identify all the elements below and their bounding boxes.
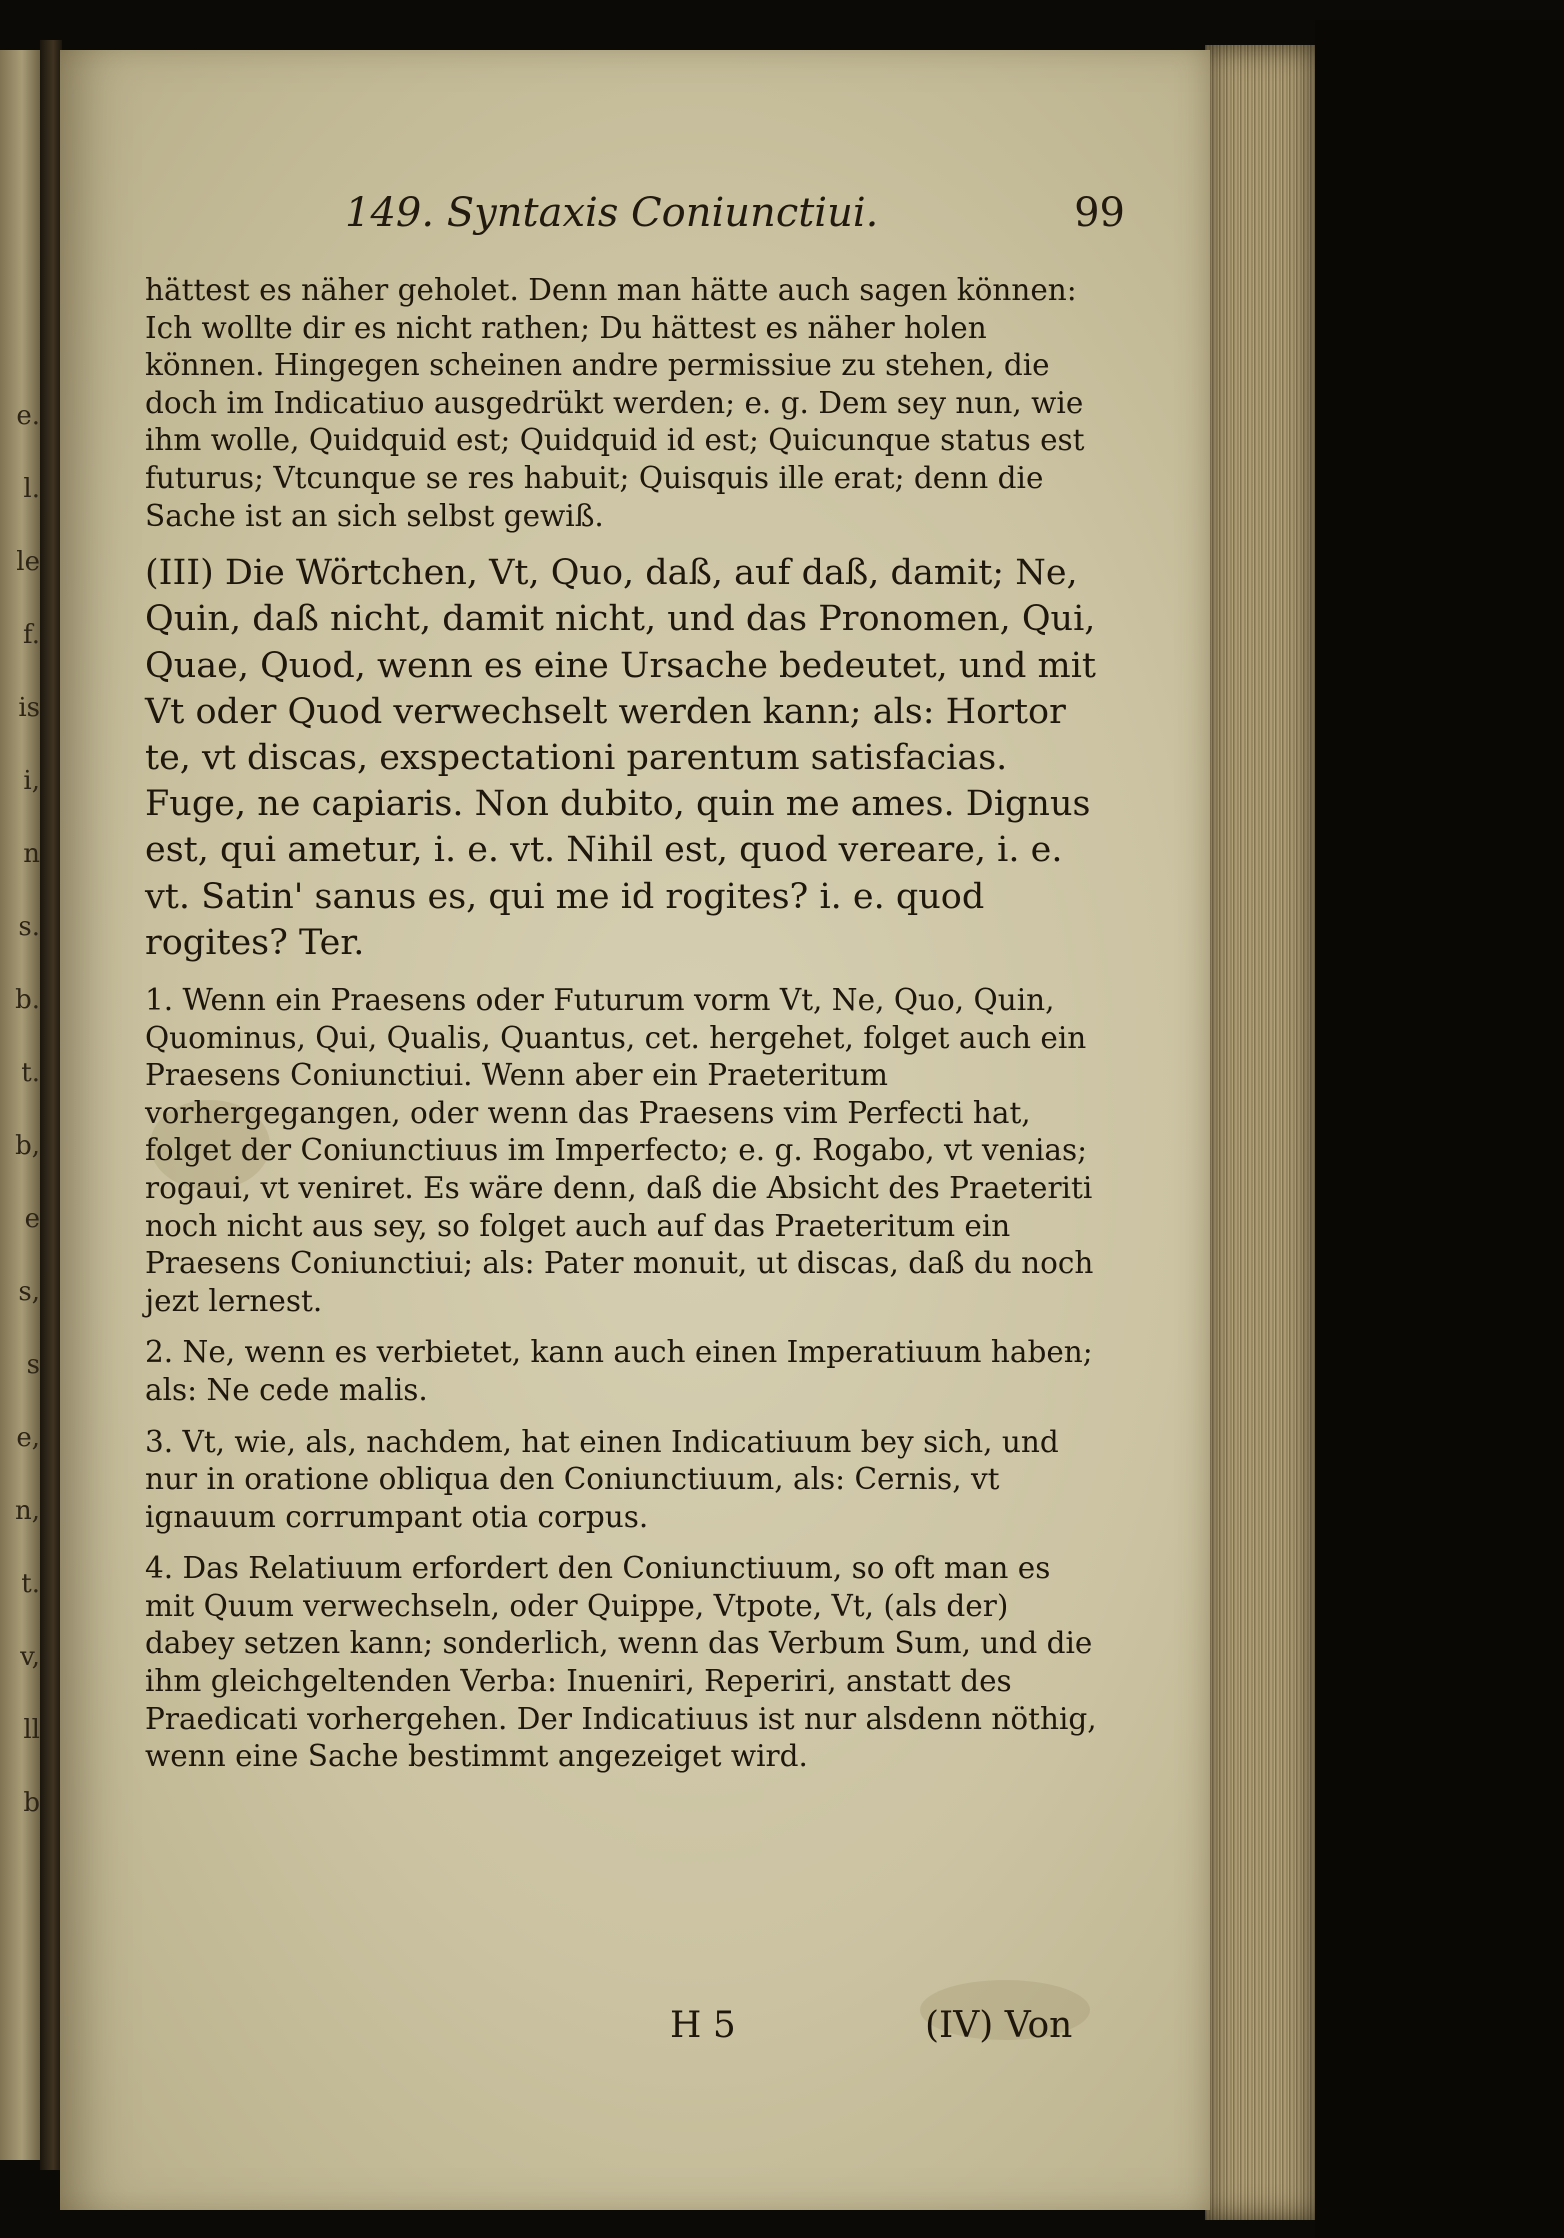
page-edges bbox=[1205, 45, 1315, 2220]
page-body bbox=[145, 272, 1105, 1790]
running-head-title: 149. Syntaxis Coniunctiui. bbox=[345, 190, 879, 236]
paragraph-continuation: hättest es näher geholet. Denn man hätte auch sagen können: Ich wollte dir es nicht rathen; Du hättest es näher holen können. Hingegen scheinen andre permissiue zu stehen, die doch im Indicatiuo ausgedrükt werden; e. g. Dem sey nun, wie ihm wolle, Quidquid est; Quidquid id est; Quicunque status est futurus; Vtcunque se res habuit; Quisquis ille erat; denn die Sache ist an sich selbst gewiß. bbox=[145, 273, 1085, 533]
book-page bbox=[60, 50, 1210, 2210]
note-1: 1. Wenn ein Praesens oder Futurum vorm Vt, Ne, Quo, Quin, Quominus, Qui, Qualis, Quantus, cet. hergehet, folget auch ein Praesens Coniunctiui. Wenn aber ein Praeteritum vorhergegangen, oder wenn das Praesens vim Perfecti hat, folget der Coniunctiuus im Imperfecto; e. g. Rogabo, vt venias; rogaui, vt veniret. Es wäre denn, daß die Absicht des Praeteriti noch nicht aus sey, so folget auch auf das Praeteritum ein Praesens Coniunctiui; als: Pater monuit, ut discas, daß du noch jezt lernest. bbox=[145, 982, 1094, 1318]
rule-III: (III) Die Wörtchen, Vt, Quo, daß, auf daß, damit; Ne, Quin, daß nicht, damit nicht, und das Pronomen, Qui, Quae, Quod, wenn es eine Ursache bedeutet, und mit Vt oder Quod verwechselt werden kann; als: Hortor te, vt discas, exspectationi parentum satisfacias. Fuge, ne capiaris. Non dubito, quin me ames. Dignus est, qui ametur, i. e. vt. Nihil est, quod vereare, i. e. vt. Satin' sanus es, qui me id rogites? i. e. quod rogites? Ter. bbox=[145, 553, 1096, 963]
note-3: 3. Vt, wie, als, nachdem, hat einen Indicatiuum bey sich, und nur in oratione obliqua den Coniunctiuum, als: Cernis, vt ignauum corrumpant otia corpus. bbox=[145, 1424, 1059, 1534]
book-gutter bbox=[40, 40, 62, 2170]
previous-page-margin-text: e. l. le f. is i, n s. b. t. b, e s, s e, n, t. v, ll b bbox=[14, 401, 40, 1818]
note-2: 2. Ne, wenn es verbietet, kann auch einen Imperatiuum haben; als: Ne cede malis. bbox=[145, 1335, 1093, 1407]
book-cover-edge bbox=[1315, 20, 1564, 2238]
note-4: 4. Das Relatiuum erfordert den Coniunctiuum, so oft man es mit Quum verwechseln, oder Quippe, Vtpote, Vt, (als der) dabey setzen kann; sonderlich, wenn das Verbum Sum, und die ihm gleichgeltenden Verba: Inueniri, Reperiri, anstatt des Praedicati vorhergehen. Der Indicatiuus ist nur alsdenn nöthig, wenn eine Sache bestimmt angezeiget wird. bbox=[145, 1551, 1097, 1774]
running-head bbox=[345, 190, 1125, 250]
page-number: 99 bbox=[1074, 190, 1125, 236]
signature-mark: H 5 bbox=[670, 2005, 736, 2046]
catchword: (IV) Von bbox=[925, 2005, 1073, 2046]
previous-page-edge bbox=[0, 50, 40, 2160]
